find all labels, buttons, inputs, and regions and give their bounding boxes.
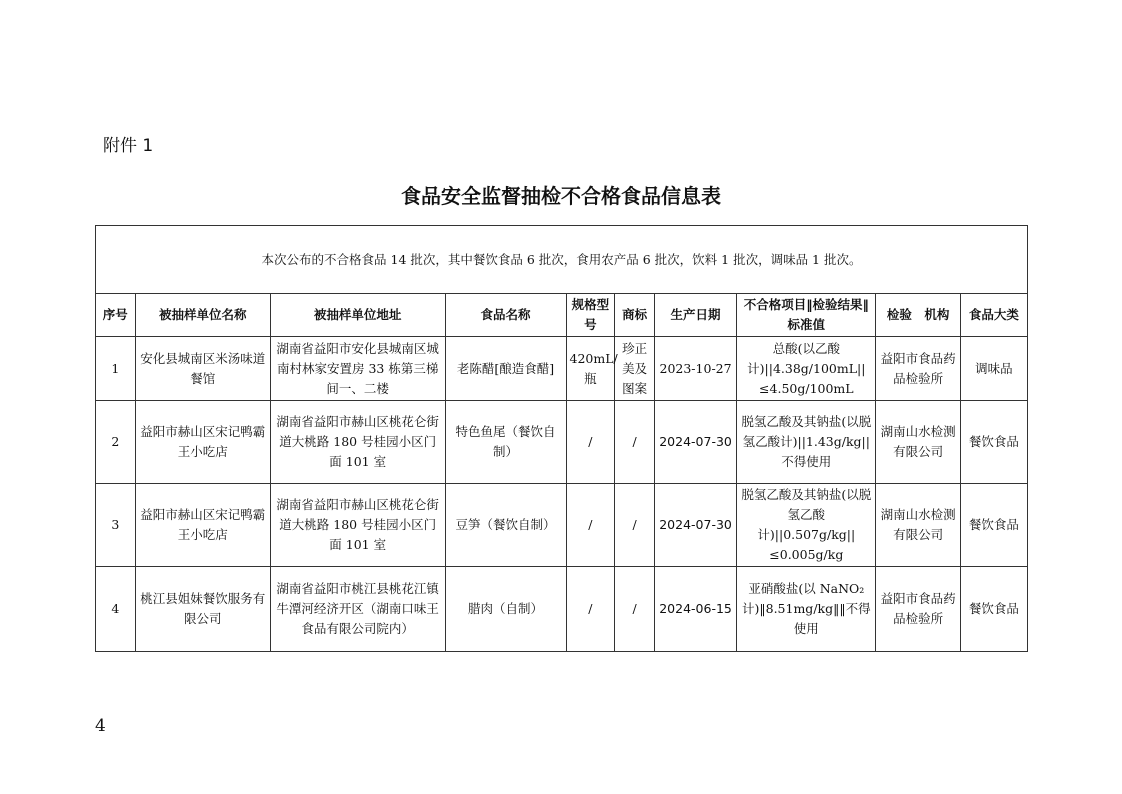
cell-brand: / (615, 484, 655, 567)
cell-date: 2024-06-15 (654, 567, 736, 652)
cell-address: 湖南省益阳市赫山区桃花仑街道大桃路 180 号桂园小区门面 101 室 (270, 401, 445, 484)
cell-brand: / (615, 567, 655, 652)
cell-address: 湖南省益阳市赫山区桃花仑街道大桃路 180 号桂园小区门面 101 室 (270, 484, 445, 567)
cell-item: 脱氢乙酸及其钠盐(以脱氢乙酸计)||1.43g/kg||不得使用 (737, 401, 876, 484)
cell-agency: 湖南山水检测有限公司 (876, 401, 960, 484)
cell-no: 1 (96, 337, 136, 401)
header-brand: 商标 (615, 294, 655, 337)
cell-category: 餐饮食品 (960, 484, 1027, 567)
header-spec: 规格型号 (566, 294, 615, 337)
cell-spec: / (566, 401, 615, 484)
header-unit: 被抽样单位名称 (135, 294, 270, 337)
attachment-label: 附件 1 (103, 136, 154, 156)
cell-brand: / (615, 401, 655, 484)
cell-agency: 益阳市食品药品检验所 (876, 337, 960, 401)
table-row (96, 401, 1028, 484)
cell-unit: 益阳市赫山区宋记鸭霸王小吃店 (135, 484, 270, 567)
cell-no: 4 (96, 567, 136, 652)
cell-category: 餐饮食品 (960, 401, 1027, 484)
header-item: 不合格项目‖检验结果‖标准值 (737, 294, 876, 337)
cell-date: 2023-10-27 (654, 337, 736, 401)
cell-category: 调味品 (960, 337, 1027, 401)
cell-no: 3 (96, 484, 136, 567)
table-row (96, 484, 1028, 567)
cell-spec: 420mL/瓶 (566, 337, 615, 401)
document-title: 食品安全监督抽检不合格食品信息表 (401, 184, 721, 208)
summary-row (96, 226, 1028, 294)
table-row (96, 567, 1028, 652)
cell-item: 亚硝酸盐(以 NaNO₂计)‖8.51mg/kg‖‖不得使用 (737, 567, 876, 652)
cell-spec: / (566, 567, 615, 652)
page-number: 4 (95, 716, 106, 736)
cell-brand: 珍正美及图案 (615, 337, 655, 401)
cell-category: 餐饮食品 (960, 567, 1027, 652)
cell-food: 腊肉（自制） (445, 567, 566, 652)
cell-food: 豆笋（餐饮自制） (445, 484, 566, 567)
cell-food: 特色鱼尾（餐饮自制） (445, 401, 566, 484)
nonconforming-food-table (95, 225, 1028, 652)
cell-unit: 安化县城南区米汤味道餐馆 (135, 337, 270, 401)
header-no: 序号 (96, 294, 136, 337)
cell-agency: 益阳市食品药品检验所 (876, 567, 960, 652)
header-agency: 检验 机构 (876, 294, 960, 337)
cell-unit: 桃江县姐妹餐饮服务有限公司 (135, 567, 270, 652)
cell-no: 2 (96, 401, 136, 484)
header-row (96, 294, 1028, 337)
header-food: 食品名称 (445, 294, 566, 337)
summary-text: 本次公布的不合格食品 14 批次，其中餐饮食品 6 批次，食用农产品 6 批次，饮料 1 批次，调味品 1 批次。 (96, 226, 1028, 294)
cell-address: 湖南省益阳市安化县城南区城南村林家安置房 33 栋第三梯间一、二楼 (270, 337, 445, 401)
header-category: 食品大类 (960, 294, 1027, 337)
cell-item: 总酸(以乙酸计)||4.38g/100mL||≤4.50g/100mL (737, 337, 876, 401)
header-address: 被抽样单位地址 (270, 294, 445, 337)
cell-date: 2024-07-30 (654, 484, 736, 567)
cell-item: 脱氢乙酸及其钠盐(以脱氢乙酸计)||0.507g/kg||≤0.005g/kg (737, 484, 876, 567)
cell-agency: 湖南山水检测有限公司 (876, 484, 960, 567)
cell-unit: 益阳市赫山区宋记鸭霸王小吃店 (135, 401, 270, 484)
cell-food: 老陈醋[酿造食醋] (445, 337, 566, 401)
cell-date: 2024-07-30 (654, 401, 736, 484)
cell-address: 湖南省益阳市桃江县桃花江镇牛潭河经济开区（湖南口味王食品有限公司院内） (270, 567, 445, 652)
table-row (96, 337, 1028, 401)
cell-spec: / (566, 484, 615, 567)
header-date: 生产日期 (654, 294, 736, 337)
